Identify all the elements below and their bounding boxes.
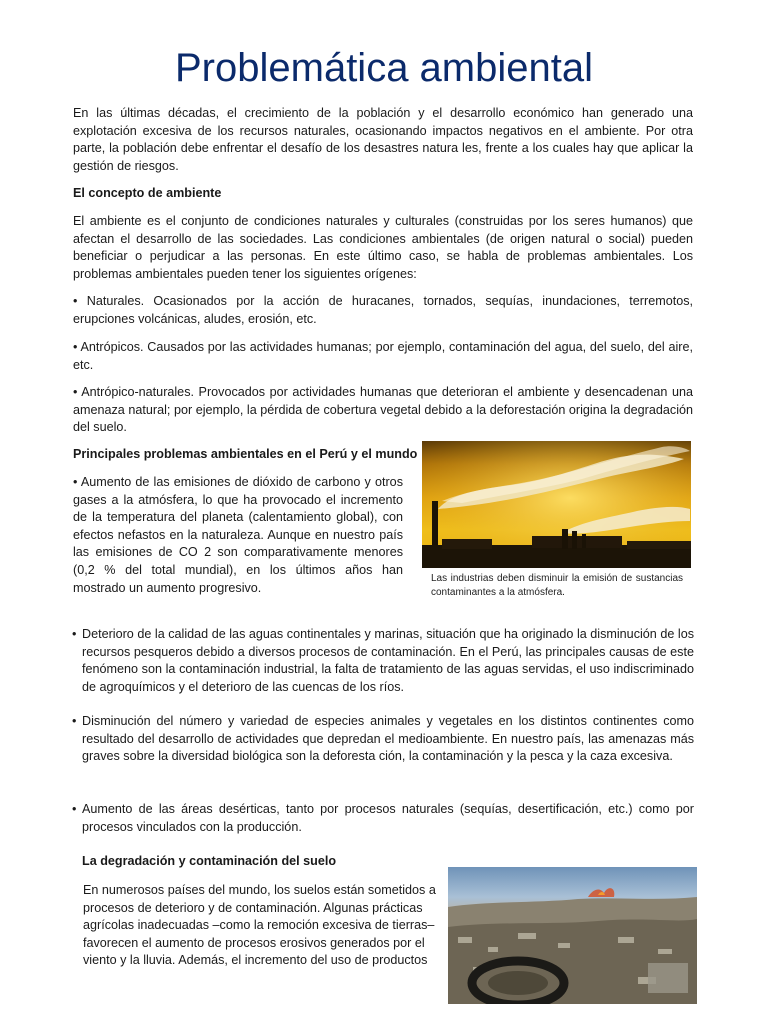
bullet-marker: • (72, 714, 77, 728)
bullet-marker: • (72, 802, 77, 816)
problem-item-desertification-text: Aumento de las áreas desérticas, tanto por procesos naturales (sequías, desertificación, etc.) como por procesos vinculados con la producción. (82, 802, 694, 834)
origin-item-anthropic-natural: • Antrópico-naturales. Provocados por actividades humanas que deterioran el ambiente y desencadenan una amenaza natural; por ejemplo, la pérdida de cobertura vegetal debido a la deforestación origina la degradación del suelo. (73, 385, 693, 435)
problems-heading: Principales problemas ambientales en el Perú y el mundo (73, 447, 418, 461)
intro-paragraph: En las últimas décadas, el crecimiento de la población y el desarrollo económico han generado una explotación excesiva de los recursos naturales, ocasionando impactos negativos en el ambiente. Por otra parte, la población debe enfrentar el desafío de los desastres natura les, frente a los cuales hay que aplicar la gestión de riesgos. (73, 106, 693, 173)
origin-item-natural: • Naturales. Ocasionados por la acción de huracanes, tornados, sequías, inundaciones, terremotos, erupciones volcánicas, aludes, erosión, etc. (73, 294, 693, 326)
concept-heading: El concepto de ambiente (73, 186, 222, 200)
concept-paragraph: El ambiente es el conjunto de condiciones naturales y culturales (construidas por los seres humanos) que afectan el desarrollo de las sociedades. Las condiciones ambientales (de origen natural o social) pueden beneficiar o perjudicar a las personas. En este último caso, se habla de problemas ambientales. Los problemas ambientales pueden tener los siguientes orígenes: (73, 214, 693, 281)
bullet-marker: • (72, 627, 77, 641)
problem-item-water (72, 626, 694, 696)
soil-paragraph: En numerosos países del mundo, los suelos están sometidos a procesos de deterioro y de contaminación. Algunas prácticas agrícolas inadecuadas –como la remoción excesiva de tierras– favorecen el aumento de procesos erosivos generados por el viento y la lluvia. Además, el incremento del uso de productos (83, 883, 436, 968)
soil-heading: La degradación y contaminación del suelo (82, 854, 337, 868)
landfill-garbage-photo (448, 867, 697, 1004)
problem-item-biodiversity-text: Disminución del número y variedad de especies animales y vegetales en los distintos continentes como resultado del desarrollo de actividades que depredan el medioambiente. En nuestro país, las amenazas más graves sobre la diversidad biológica son la deforesta ción, la contaminación y la pesca y la caza excesiva. (82, 714, 694, 764)
problem-item-desertification (72, 801, 694, 836)
origin-item-anthropic: • Antrópicos. Causados por las actividades humanas; por ejemplo, contaminación del agua, del suelo, del aire, etc. (73, 340, 693, 372)
problem-item-water-text: Deterioro de la calidad de las aguas continentales y marinas, situación que ha originado la disminución de los recursos pesqueros debido a diversos procesos de contaminación. En el Perú, las principales causas de este fenómeno son la contaminación industrial, la falta de tratamiento de las aguas servidas, el uso indiscriminado de agroquímicos y el deterioro de las cuencas de los ríos. (82, 627, 694, 694)
page-title: Problemática ambiental (175, 46, 593, 90)
problem-item-emissions: • Aumento de las emisiones de dióxido de carbono y otros gases a la atmósfera, lo que ha provocado el incremento de la temperatura del planeta (calentamiento global), con efectos nefastos en la naturaleza. Aunque en nuestro país las emisiones de CO 2 son comparativamente menores (0,2 % del total mundial), en los últimos años han mostrado un aumento progresivo. (73, 475, 403, 595)
factory-smokestacks-photo (422, 441, 691, 568)
problem-item-biodiversity (72, 713, 694, 766)
factory-photo-caption: Las industrias deben disminuir la emisión de sustancias contaminantes a la atmósfera. (431, 573, 683, 598)
